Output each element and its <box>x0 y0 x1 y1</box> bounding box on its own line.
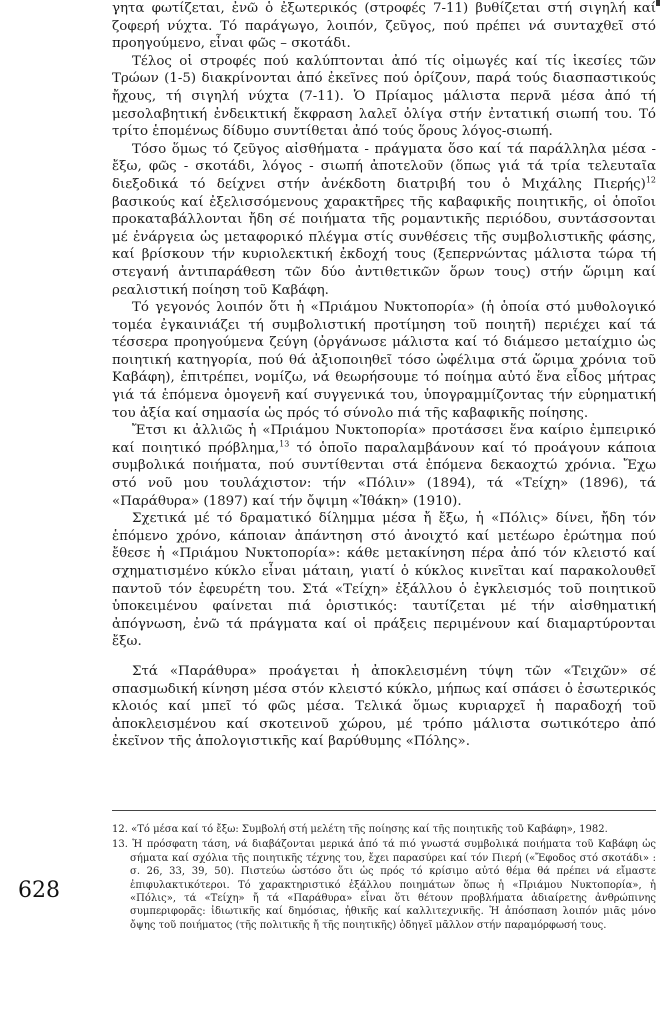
footnote-12: 12. «Τό μέσα καί τό ἔξω: Συμβολή στή μελέτη τῆς ποίησης καί τῆς ποιητικῆς τοῦ Καβάφη», 1982. <box>112 824 608 835</box>
paragraph-6: Σχετικά μέ τό δραματικό δίλημμα μέσα ἤ ἔξω, ἡ «Πόλις» δίνει, ἤδη τόν ἑπόμενο χρόνο, κάποιαν ἀπάντηση στό ἀνοιχτό καί μετέωρο ἐρώτημα πού ἔθεσε ἡ «Πριάμου Νυκτοπορία»: κάθε μετακίνηση πέρα ἀπό τόν κλειστό καί σχηματισμένο κύκλο εἶναι μάταιη, γιατί ὁ κύκλος κινεῖται καί παρακολουθεῖ παντοῦ τόν ἐφευρέτη του. Στά «Τείχη» ἐξάλλου ὁ ἐγκλεισμός τοῦ ποιητικοῦ ὑποκειμένου φαίνεται πιά ὁριστικός: ταυτίζεται μέ τήν αἰσθηματική ἀπόγνωση, ἐνῶ τά πράγματα καί οἱ πράξεις περιμένουν καί διαμαρτύρονται ἔξω. <box>112 511 656 650</box>
footnote-ref-12[interactable]: 12 <box>645 175 656 185</box>
paragraph-1: γητα φωτίζεται, ἐνῶ ὁ ἐξωτερικός (στροφές 7-11) βυθίζεται στή σιγηλή καί ζοφερή νύχτα. Τό παράγωγο, λοιπόν, ζεῦγος, πού πρέπει νά συνταχθεῖ στό προηγούμενο, εἶναι φῶς – σκοτάδι. <box>112 1 656 52</box>
paragraph-3-text: Τόσο ὅμως τό ζεῦγος αἰσθήματα - πράγματα ὅσο καί τά παράλληλα μέσα - ἔξω, φῶς - σκοτάδι, λόγος - σιωπή ἀποτελοῦν (ὅπως γιά τά τρία τελευταῖα διεξοδικά τό δείχνει στήν ἀνέκδοτη διατριβή του ὁ Μιχάλης Πιερής) <box>112 141 656 192</box>
paragraph-3-tail: βασικούς καί ἐξελισσόμενους χαρακτῆρες τῆς καβαφικῆς ποιητικῆς, οἱ ὁποῖοι προκαταβάλλονται ἤδη σέ ποιήματα τῆς ρομαντικῆς περιόδου, συντάσσονται μέ ἐνάργεια ὡς μεταφορικό πλέγμα στίς συνθέσεις τῆς συμβολιστικῆς φάσης, καί βρίσκουν τήν κυριολεκτική ἐκδοχή τους (ξεπερνώντας μάλιστα τώρα τή στεγανή ἀντιπαράθεση τῶν δύο ἀντιθετικῶν ὅρων τους) στήν ὥριμη καί ρεαλιστική ποίηση τοῦ Καβάφη. <box>112 194 656 298</box>
paragraph-5-text: Ἔτσι κι ἀλλιῶς ἡ «Πριάμου Νυκτοπορία» προτάσσει ἕνα καίριο ἐμπειρικό καί ποιητικό πρόβλημα, <box>112 423 656 456</box>
page-corner-mark <box>656 0 660 6</box>
main-text <box>112 0 656 751</box>
paragraph-3 <box>112 141 656 299</box>
paragraph-4: Τό γεγονός λοιπόν ὅτι ἡ «Πριάμου Νυκτοπορία» (ἡ ὁποία στό μυθολογικό τομέα ἐγκαινιάζει τή συμβολιστική προτίμηση τοῦ ποιητῆ) περιέχει καί τά τέσσερα προηγούμενα ζεύγη (ὀργάνωσε μάλιστα καί τό διάμεσο μεταίχμιο ὡς ποιητική κατηγορία, πού θά ἀξιοποιηθεῖ τόσο ὠφέλιμα στά ὥριμα χρόνια τοῦ Καβάφη), ἐπιτρέπει, νομίζω, νά θεωρήσουμε τό ποίημα αὐτό ἕνα εἶδος μήτρας γιά τά ἑπόμενα ὁμογενῆ καί συγγενικά του, ὑπογραμμίζοντας τήν εὑρηματική του ἀξία καί σημασία ὡς πρός τό σύνολο πιά τῆς καβαφικῆς ποίησης. <box>112 300 656 421</box>
paragraph-5-tail: τό ὁποῖο παραλαμβάνουν καί τό προάγουν κάποια συμβολικά ποιήματα, πού συντίθενται στά ἑπόμενα δεκαοχτώ χρόνια. Ἔχω στό νοῦ μου τουλάχιστον: τήν «Πόλιν» (1894), τά «Τείχη» (1896), τά «Παράθυρα» (1897) καί τήν ὄψιμη «Ἰθάκη» (1910). <box>112 440 656 509</box>
paragraph-2: Τέλος οἱ στροφές πού καλύπτονται ἀπό τίς οἰμωγές καί τίς ἱκεσίες τῶν Τρώων (1-5) διακρίνονται ἀπό ἐκεῖνες πού ὁρίζουν, παρά τούς διασπαστικούς ἤχους, τή σιγηλή νύχτα (7-11). Ὁ Πρίαμος μάλιστα περνᾶ μέσα ἀπό τή μεσολαβητική ἐνδεικτική ἔκφραση λαλεῖ ὀλίγα στήν ἐντατική σιωπή του. Τό τρίτο ἑπομένως δίδυμο συντίθεται ἀπό τούς ὅρους λόγος-σιωπή. <box>112 53 656 140</box>
footnote-divider <box>112 810 656 811</box>
paragraph-7: Στά «Παράθυρα» προάγεται ἡ ἀποκλεισμένη τύψη τῶν «Τειχῶν» σέ σπασμωδική κίνηση μέσα στόν κλειστό κύκλο, μήπως καί σπάσει ὁ ἐσωτερικός κλοιός καί μπεῖ τό φῶς μέσα. Τελικά ὅμως κυριαρχεῖ ἡ παραδοχή τοῦ ἀποκλεισμένου καί σκοτεινοῦ χώρου, μέ τρόπο μάλιστα σωτικότερο ἀπό ἐκεῖνον τῆς ἀπολογιστικῆς καί βαρύθυμης «Πόλης». <box>112 663 656 750</box>
footnote-ref-13[interactable]: 13 <box>279 439 290 449</box>
page-number: 628 <box>18 878 60 903</box>
footnotes <box>112 823 656 934</box>
footnote-13: 13. Ἡ πρόσφατη τάση, νά διαβάζονται μερικά ἀπό τά πιό γνωστά συμβολικά ποιήματα τοῦ Καβάφη ὡς σήματα καί σχόλια τῆς ποιητικῆς τέχνης του, ἔχει παρασύρει καί τόν Πιερή («Ἔφοδος στό σκοτάδι» : σ. 26, 33, 39, 50). Πιστεύω ὡστόσο ὅτι ὡς πρός τό κρίσιμο αὐτό θέμα θά πρέπει νά εἴμαστε ἐπιφυλακτικότεροι. Τό χαρακτηριστικό ἐξάλλου ποιημάτων ὅπως ἡ «Πριάμου Νυκτοπορία», ἡ «Πόλις», τά «Τείχη» ἤ τά «Παράθυρα» εἶναι ὅτι θέτουν προβλήματα ἀδιαίρετης ἀνθρώπινης συμπεριφορᾶς: ἰδιωτικῆς καί δημόσιας, ἠθικῆς καί καλλιτεχνικῆς. Ἡ ἀπόσπαση λοιπόν μιᾶς μόνο ὄψης τοῦ ποιήματος (τῆς πολιτικῆς ἤ τῆς ποιητικῆς) ὁδηγεῖ μᾶλλον στήν παραμόρφωσή τους. <box>112 839 656 931</box>
paragraph-5 <box>112 422 656 510</box>
